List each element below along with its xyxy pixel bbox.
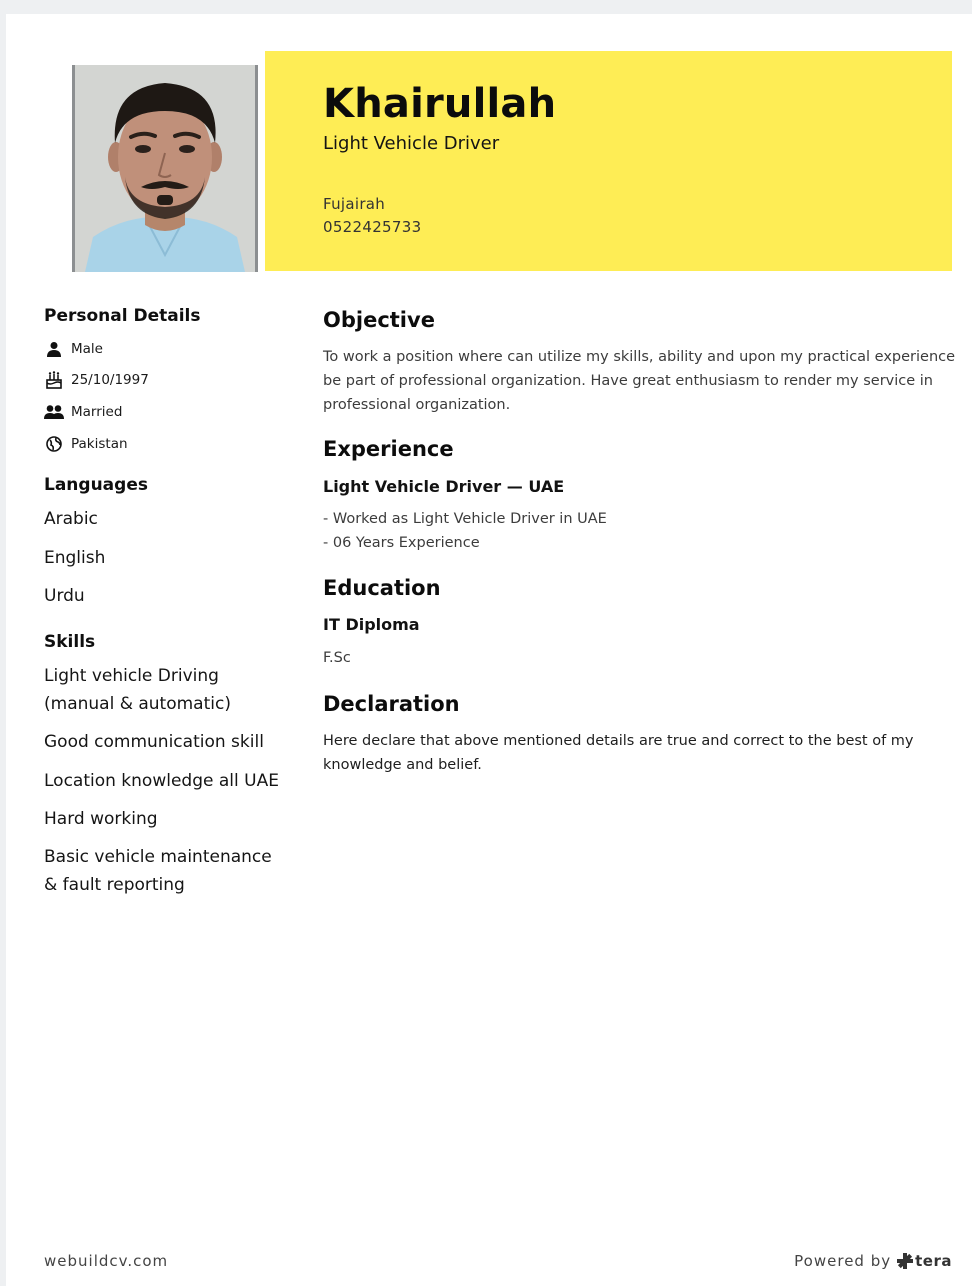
tera-logo <box>897 1252 952 1270</box>
declaration-heading: Declaration <box>323 692 460 716</box>
skill-item: Location knowledge all UAE <box>44 771 279 791</box>
experience-line: - 06 Years Experience <box>323 535 480 551</box>
education-heading: Education <box>323 576 441 600</box>
profile-photo <box>72 65 258 272</box>
tera-brand-text: tera <box>915 1252 952 1270</box>
powered-by-label: Powered by <box>794 1252 892 1270</box>
skill-item: Light vehicle Driving (manual & automatic) <box>44 666 231 714</box>
languages-heading: Languages <box>44 475 148 495</box>
personal-detail-birthdate: 25/10/1997 <box>44 370 149 390</box>
experience-heading: Experience <box>323 437 454 461</box>
education-degree: IT Diploma <box>323 615 420 634</box>
cake-icon <box>44 370 64 390</box>
skills-heading: Skills <box>44 632 96 652</box>
contact-phone: 0522425733 <box>323 218 422 236</box>
footer-powered-by[interactable] <box>794 1252 952 1270</box>
declaration-text: Here declare that above mentioned details are true and correct to the best of my knowledge and belief. <box>323 733 914 773</box>
personal-detail-marital-status: Married <box>44 402 122 422</box>
tera-logo-icon <box>897 1253 913 1269</box>
globe-icon <box>44 434 64 454</box>
objective-text: To work a position where can utilize my skills, ability and upon my practical experience be part of professional organization. Have great enthusiasm to render my service in professional organization. <box>323 349 956 413</box>
skill-item: Hard working <box>44 809 158 829</box>
personal-details-heading: Personal Details <box>44 306 201 326</box>
language-item: Urdu <box>44 586 85 606</box>
skill-item: Good communication skill <box>44 732 264 752</box>
footer-site[interactable]: webuildcv.com <box>44 1252 169 1270</box>
language-item: English <box>44 548 106 568</box>
job-title: Light Vehicle Driver <box>323 133 500 154</box>
language-item: Arabic <box>44 509 98 529</box>
education-detail: F.Sc <box>323 650 351 666</box>
objective-heading: Objective <box>323 308 435 332</box>
experience-line: - Worked as Light Vehicle Driver in UAE <box>323 511 607 527</box>
personal-detail-nationality: Pakistan <box>44 434 128 454</box>
skill-item: Basic vehicle maintenance & fault reporting <box>44 847 272 895</box>
experience-role: Light Vehicle Driver — UAE <box>323 477 565 496</box>
person-icon <box>44 339 64 359</box>
couple-icon <box>44 402 64 422</box>
candidate-name: Khairullah <box>323 81 557 127</box>
contact-city: Fujairah <box>323 195 386 213</box>
personal-detail-gender: Male <box>44 339 103 359</box>
